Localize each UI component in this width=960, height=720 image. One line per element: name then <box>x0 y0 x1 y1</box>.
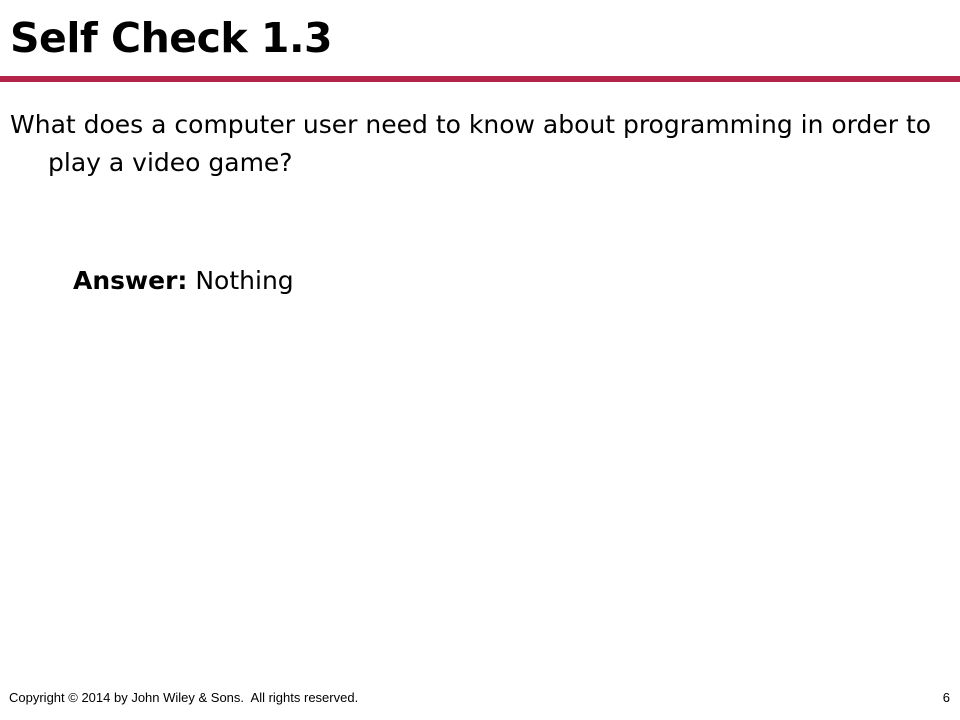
page-number: 6 <box>942 690 950 705</box>
answer-text: Nothing <box>195 266 294 295</box>
question-text: What does a computer user need to know about programming in order to play a video game? <box>10 110 932 177</box>
footer-copyright: Copyright © 2014 by John Wiley & Sons. All rights reserved. <box>9 690 359 705</box>
title-divider <box>0 76 960 82</box>
answer-label: Answer: <box>73 266 188 295</box>
answer-line <box>73 262 294 300</box>
slide-title: Self Check 1.3 <box>10 14 333 62</box>
